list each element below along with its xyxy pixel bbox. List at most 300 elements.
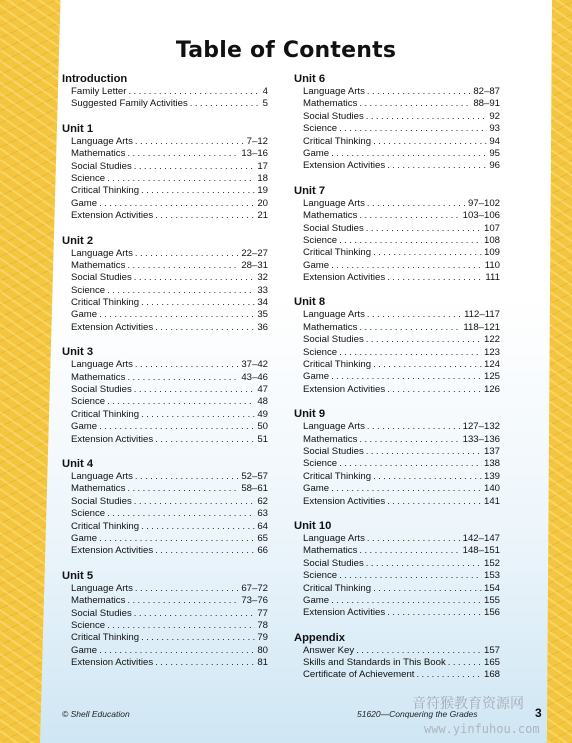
section-heading: Unit 6 <box>294 73 326 85</box>
dot-leader <box>373 471 482 483</box>
toc-entry <box>294 136 500 148</box>
entry-page: 65 <box>257 532 268 544</box>
entry-page: 19 <box>257 185 268 197</box>
entry-page: 20 <box>257 197 268 209</box>
dot-leader <box>107 620 255 632</box>
toc-section <box>62 458 268 558</box>
footer-publisher: © Shell Education <box>62 709 130 719</box>
entry-label: Extension Activities <box>303 495 386 507</box>
section-heading: Unit 8 <box>294 296 326 309</box>
entry-label: Game <box>71 421 98 433</box>
entry-label: Science <box>303 123 338 135</box>
entry-page: 93 <box>489 123 500 135</box>
toc-entry <box>62 198 268 210</box>
toc-entry <box>294 347 500 359</box>
entry-page: 154 <box>483 582 500 594</box>
toc-right-column <box>294 73 500 694</box>
toc-entry <box>62 508 268 520</box>
entry-page: 148–151 <box>462 545 500 557</box>
dot-leader <box>373 247 482 259</box>
section-heading: Unit 5 <box>62 569 94 582</box>
entry-page: 18 <box>257 172 268 184</box>
entry-label: Social Studies <box>303 445 364 457</box>
toc-entry <box>294 483 500 495</box>
entry-page: 52–57 <box>241 470 268 482</box>
toc-entry <box>294 434 500 446</box>
toc-entry <box>294 247 500 259</box>
footer-book-title: 51620—Conquering the Grades <box>357 709 478 719</box>
dot-leader <box>99 309 255 321</box>
toc-entry <box>294 446 500 458</box>
entry-page: 48 <box>257 396 268 408</box>
section-heading: Unit 1 <box>62 122 94 135</box>
toc-entry <box>62 545 268 557</box>
entry-label: Language Arts <box>71 359 133 371</box>
toc-entry <box>62 533 268 545</box>
toc-entry <box>294 669 500 681</box>
dot-leader <box>141 185 255 197</box>
entry-page: 109 <box>483 247 500 259</box>
toc-entry <box>62 86 268 98</box>
entry-label: Social Studies <box>71 495 132 507</box>
dot-leader <box>155 434 255 446</box>
entry-page: 37–42 <box>241 359 268 371</box>
entry-page: 138 <box>483 458 500 470</box>
entry-label: Mathematics <box>303 210 358 222</box>
entry-page: 34 <box>257 297 268 309</box>
dot-leader <box>155 322 255 334</box>
toc-section <box>62 123 268 223</box>
entry-label: Critical Thinking <box>303 247 372 259</box>
entry-page: 50 <box>257 421 268 433</box>
toc-entry <box>294 86 500 98</box>
entry-label: Game <box>71 532 98 544</box>
entry-label: Certificate of Achievement <box>303 669 415 681</box>
entry-label: Critical Thinking <box>303 135 372 147</box>
entry-label: Mathematics <box>71 371 126 383</box>
entry-page: 122 <box>483 334 500 346</box>
dot-leader <box>367 533 461 545</box>
entry-page: 125 <box>483 371 500 383</box>
toc-entry <box>62 645 268 657</box>
entry-label: Family Letter <box>71 86 127 97</box>
entry-page: 92 <box>489 110 500 122</box>
entry-label: Critical Thinking <box>71 297 140 309</box>
dot-leader <box>135 136 245 148</box>
dot-leader <box>373 359 482 371</box>
dot-leader <box>339 570 482 582</box>
toc-entry <box>294 160 500 172</box>
toc-entry <box>294 657 500 669</box>
toc-entry <box>294 322 500 334</box>
toc-entry <box>62 434 268 446</box>
dot-leader <box>373 136 487 148</box>
toc-entry <box>62 632 268 644</box>
entry-page: 43–46 <box>241 371 268 383</box>
entry-label: Mathematics <box>303 321 358 333</box>
entry-page: 157 <box>483 644 500 656</box>
entry-page: 168 <box>483 669 500 681</box>
entry-label: Social Studies <box>71 607 132 619</box>
dot-leader <box>141 297 255 309</box>
entry-label: Science <box>303 234 338 246</box>
toc-entry <box>62 372 268 384</box>
dot-leader <box>107 173 255 185</box>
entry-page: 110 <box>484 259 500 271</box>
entry-page: 107 <box>483 222 500 234</box>
entry-label: Science <box>71 396 106 408</box>
dot-leader <box>155 657 255 669</box>
entry-page: 155 <box>483 594 500 606</box>
toc-entry <box>62 595 268 607</box>
entry-label: Science <box>71 172 106 184</box>
dot-leader <box>331 483 482 495</box>
toc-entry <box>294 570 500 582</box>
toc-entry <box>62 210 268 222</box>
toc-entry <box>62 173 268 185</box>
entry-label: Language Arts <box>303 197 365 209</box>
entry-label: Extension Activities <box>303 607 386 619</box>
entry-label: Game <box>71 197 98 209</box>
entry-page: 35 <box>257 309 268 321</box>
entry-label: Extension Activities <box>303 160 386 172</box>
toc-entry <box>294 210 500 222</box>
toc-section <box>62 570 268 670</box>
entry-page: 73–76 <box>241 595 268 607</box>
dot-leader <box>134 161 256 173</box>
entry-label: Language Arts <box>71 247 133 259</box>
toc-entry <box>294 359 500 371</box>
toc-entry <box>294 558 500 570</box>
entry-label: Language Arts <box>303 532 365 544</box>
dot-leader <box>135 359 239 371</box>
entry-page: 139 <box>483 470 500 482</box>
toc-entry <box>294 458 500 470</box>
section-heading: Unit 9 <box>294 408 326 421</box>
entry-label: Extension Activities <box>303 383 386 395</box>
dot-leader <box>359 434 460 446</box>
entry-page: 165 <box>483 657 500 669</box>
section-heading: Unit 3 <box>62 346 94 359</box>
dot-leader <box>416 669 482 681</box>
dot-leader <box>155 210 255 222</box>
entry-label: Mathematics <box>303 433 358 445</box>
entry-label: Social Studies <box>303 334 364 346</box>
toc-entry <box>62 148 268 160</box>
toc-entry <box>62 322 268 334</box>
entry-page: 111 <box>485 272 500 284</box>
dot-leader <box>387 607 482 619</box>
toc-entry <box>294 421 500 433</box>
entry-label: Critical Thinking <box>303 470 372 482</box>
watermark-text: 音符猴教育资源网 <box>412 696 524 712</box>
entry-label: Social Studies <box>71 384 132 396</box>
entry-page: 51 <box>257 433 268 445</box>
dot-leader <box>128 86 260 98</box>
entry-page: 4 <box>262 86 268 97</box>
entry-label: Language Arts <box>71 135 133 147</box>
entry-page: 127–132 <box>462 421 500 433</box>
toc-entry <box>62 620 268 632</box>
entry-page: 108 <box>483 234 500 246</box>
toc-left-column <box>62 73 268 681</box>
entry-page: 64 <box>257 520 268 532</box>
entry-page: 33 <box>257 284 268 296</box>
dot-leader <box>99 421 255 433</box>
entry-label: Social Studies <box>303 557 364 569</box>
dot-leader <box>366 446 482 458</box>
dot-leader <box>367 309 462 321</box>
dot-leader <box>141 409 255 421</box>
entry-page: 142–147 <box>462 532 500 544</box>
entry-page: 137 <box>483 445 500 457</box>
dot-leader <box>99 198 255 210</box>
toc-entry <box>294 384 500 396</box>
entry-page: 22–27 <box>241 247 268 259</box>
toc-entry <box>62 409 268 421</box>
dot-leader <box>127 483 239 495</box>
entry-page: 28–31 <box>241 259 268 271</box>
entry-label: Game <box>303 483 330 495</box>
dot-leader <box>127 372 239 384</box>
toc-entry <box>294 98 500 110</box>
entry-label: Game <box>71 644 98 656</box>
entry-page: 63 <box>257 508 268 520</box>
dot-leader <box>359 545 460 557</box>
toc-section <box>294 296 500 396</box>
entry-page: 17 <box>257 160 268 172</box>
dot-leader <box>387 160 487 172</box>
toc-entry <box>62 272 268 284</box>
dot-leader <box>331 260 483 272</box>
dot-leader <box>331 595 482 607</box>
entry-page: 124 <box>483 359 500 371</box>
toc-entry <box>294 309 500 321</box>
dot-leader <box>127 260 239 272</box>
entry-page: 88–91 <box>473 98 500 110</box>
section-heading: Unit 7 <box>294 184 326 197</box>
toc-section <box>294 73 500 173</box>
entry-page: 62 <box>257 495 268 507</box>
entry-page: 153 <box>483 570 500 582</box>
toc-entry <box>294 260 500 272</box>
entry-label: Science <box>71 619 106 631</box>
dot-leader <box>339 458 482 470</box>
entry-label: Game <box>303 371 330 383</box>
dot-leader <box>366 223 482 235</box>
dot-leader <box>141 632 255 644</box>
dot-leader <box>359 210 460 222</box>
entry-page: 118–121 <box>463 321 500 333</box>
toc-entry <box>62 260 268 272</box>
section-heading: Appendix <box>294 631 345 644</box>
dot-leader <box>135 471 239 483</box>
entry-page: 103–106 <box>462 210 500 222</box>
entry-page: 13–16 <box>241 148 268 160</box>
toc-section <box>62 73 268 111</box>
dot-leader <box>387 272 483 284</box>
entry-label: Mathematics <box>303 98 358 110</box>
dot-leader <box>135 248 239 260</box>
toc-entry <box>294 545 500 557</box>
entry-label: Critical Thinking <box>303 359 372 371</box>
entry-page: 123 <box>483 346 500 358</box>
dot-leader <box>127 595 239 607</box>
entry-label: Suggested Family Activities <box>71 98 188 110</box>
toc-section <box>294 408 500 508</box>
entry-label: Mathematics <box>71 595 126 607</box>
dot-leader <box>331 148 487 160</box>
toc-entry <box>294 371 500 383</box>
dot-leader <box>107 285 255 297</box>
entry-page: 80 <box>257 644 268 656</box>
dot-leader <box>99 645 255 657</box>
entry-label: Game <box>303 594 330 606</box>
toc-entry <box>294 272 500 284</box>
entry-label: Skills and Standards in This Book <box>303 657 446 669</box>
entry-page: 96 <box>489 160 500 172</box>
entry-label: Social Studies <box>303 110 364 122</box>
toc-entry <box>62 496 268 508</box>
toc-entry <box>62 98 268 110</box>
entry-label: Critical Thinking <box>71 185 140 197</box>
dot-leader <box>367 86 471 98</box>
entry-page: 94 <box>489 135 500 147</box>
entry-page: 141 <box>483 495 500 507</box>
entry-page: 7–12 <box>246 135 268 147</box>
toc-entry <box>294 533 500 545</box>
entry-page: 133–136 <box>462 433 500 445</box>
entry-page: 112–117 <box>464 309 500 321</box>
toc-entry <box>294 583 500 595</box>
entry-label: Social Studies <box>303 222 364 234</box>
entry-label: Critical Thinking <box>71 408 140 420</box>
entry-label: Extension Activities <box>71 657 154 669</box>
dot-leader <box>387 496 482 508</box>
section-heading: Introduction <box>62 73 128 85</box>
toc-entry <box>62 285 268 297</box>
entry-page: 79 <box>257 632 268 644</box>
toc-section <box>294 185 500 285</box>
entry-label: Game <box>71 309 98 321</box>
entry-label: Game <box>303 259 330 271</box>
dot-leader <box>359 322 461 334</box>
dot-leader <box>134 272 256 284</box>
dot-leader <box>155 545 255 557</box>
dot-leader <box>367 421 461 433</box>
entry-page: 77 <box>257 607 268 619</box>
dot-leader <box>373 583 482 595</box>
entry-label: Science <box>303 346 338 358</box>
entry-page: 49 <box>257 408 268 420</box>
dot-leader <box>107 396 255 408</box>
toc-entry <box>62 248 268 260</box>
dot-leader <box>448 657 482 669</box>
watermark-url: www.yinfuhou.com <box>424 722 540 736</box>
toc-section <box>294 632 500 682</box>
section-heading: Unit 10 <box>294 519 332 532</box>
toc-entry <box>62 421 268 433</box>
section-heading: Unit 4 <box>62 457 94 470</box>
toc-entry <box>294 235 500 247</box>
entry-label: Language Arts <box>303 421 365 433</box>
entry-label: Mathematics <box>71 148 126 160</box>
dot-leader <box>367 198 466 210</box>
dot-leader <box>331 371 482 383</box>
toc-entry <box>62 471 268 483</box>
entry-label: Extension Activities <box>71 321 154 333</box>
toc-entry <box>62 657 268 669</box>
entry-label: Science <box>303 458 338 470</box>
dot-leader <box>134 384 256 396</box>
entry-page: 156 <box>483 607 500 619</box>
toc-section <box>62 235 268 335</box>
toc-entry <box>294 198 500 210</box>
toc-entry <box>62 309 268 321</box>
toc-entry <box>62 483 268 495</box>
dot-leader <box>339 235 482 247</box>
dot-leader <box>134 608 256 620</box>
dot-leader <box>134 496 256 508</box>
dot-leader <box>107 508 255 520</box>
entry-page: 32 <box>257 272 268 284</box>
toc-entry <box>62 384 268 396</box>
entry-page: 78 <box>257 619 268 631</box>
toc-entry <box>62 185 268 197</box>
section-heading: Unit 2 <box>62 234 94 247</box>
toc-section <box>62 346 268 446</box>
entry-label: Critical Thinking <box>71 632 140 644</box>
dot-leader <box>387 384 482 396</box>
entry-label: Extension Activities <box>71 433 154 445</box>
toc-entry <box>294 595 500 607</box>
entry-label: Critical Thinking <box>303 582 372 594</box>
entry-page: 66 <box>257 545 268 557</box>
dot-leader <box>356 645 482 657</box>
entry-label: Game <box>303 147 330 159</box>
dot-leader <box>190 98 261 110</box>
toc-entry <box>294 223 500 235</box>
toc-entry <box>294 645 500 657</box>
entry-label: Extension Activities <box>303 272 386 284</box>
entry-label: Social Studies <box>71 272 132 284</box>
entry-label: Mathematics <box>303 545 358 557</box>
toc-entry <box>294 471 500 483</box>
toc-entry <box>62 521 268 533</box>
dot-leader <box>339 347 482 359</box>
toc-section <box>294 520 500 620</box>
entry-page: 81 <box>257 657 268 669</box>
entry-label: Extension Activities <box>71 545 154 557</box>
entry-page: 97–102 <box>467 197 500 209</box>
entry-page: 140 <box>483 483 500 495</box>
entry-page: 152 <box>483 557 500 569</box>
dot-leader <box>366 558 482 570</box>
dot-leader <box>366 334 482 346</box>
entry-label: Mathematics <box>71 259 126 271</box>
toc-entry <box>62 297 268 309</box>
toc-entry <box>62 161 268 173</box>
toc-entry <box>294 334 500 346</box>
toc-entry <box>62 396 268 408</box>
page-number: 3 <box>535 706 542 720</box>
entry-label: Answer Key <box>303 644 355 656</box>
dot-leader <box>366 111 488 123</box>
toc-entry <box>294 148 500 160</box>
toc-entry <box>62 583 268 595</box>
toc-entry <box>62 608 268 620</box>
entry-label: Critical Thinking <box>71 520 140 532</box>
